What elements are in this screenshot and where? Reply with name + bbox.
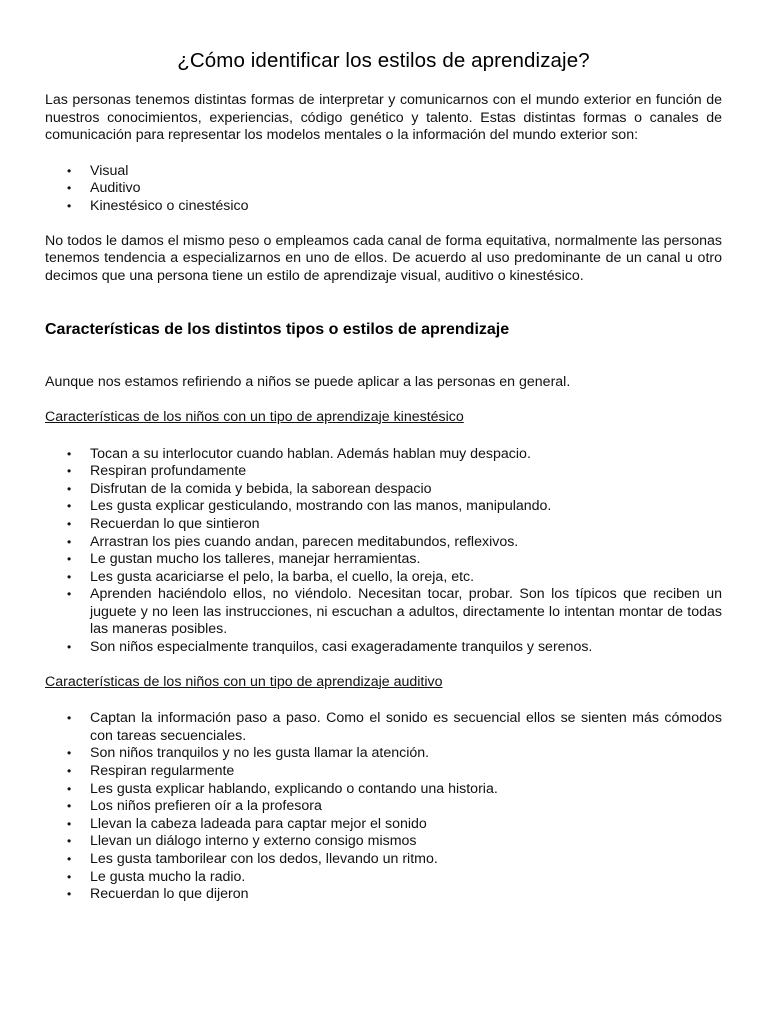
list-item: • Les gusta tamborilear con los dedos, llevando un ritmo. xyxy=(90,851,722,869)
list-item: • Tocan a su interlocutor cuando hablan. Además hablan muy despacio. xyxy=(90,446,722,464)
list-item: • Le gustan mucho los talleres, manejar herramientas. xyxy=(90,551,722,569)
auditory-heading: Características de los niños con un tipo de aprendizaje auditivo xyxy=(45,673,443,690)
list-item: • Aprenden haciéndolo ellos, no viéndolo. Necesitan tocar, probar. Son los típicos que reciben un juguete y no leen las instrucciones, ni escuchan a adultos, directamente lo intentan montar de todas las maneras posibles. xyxy=(90,586,722,639)
list-item: • Arrastran los pies cuando andan, parecen meditabundos, reflexivos. xyxy=(90,534,722,552)
intro-paragraph: Las personas tenemos distintas formas de interpretar y comunicarnos con el mundo exterior en función de nuestros conocimientos, experiencias, código genético y talento. Estas distintas formas o canales de comunicación para representar los modelos mentales o la información del mundo exterior son: xyxy=(45,92,722,144)
section-heading: Características de los distintos tipos o estilos de aprendizaje xyxy=(45,321,510,339)
list-item: • Auditivo xyxy=(90,180,722,198)
list-item: • Recuerdan lo que dijeron xyxy=(90,886,722,904)
list-item: • Visual xyxy=(90,163,722,181)
kinesthetic-list xyxy=(45,446,722,657)
list-item: • Llevan la cabeza ladeada para captar mejor el sonido xyxy=(90,816,722,834)
list-item: • Les gusta explicar gesticulando, mostrando con las manos, manipulando. xyxy=(90,498,722,516)
list-item: • Recuerdan lo que sintieron xyxy=(90,516,722,534)
list-item: • Les gusta acariciarse el pelo, la barba, el cuello, la oreja, etc. xyxy=(90,569,722,587)
list-item: • Son niños especialmente tranquilos, casi exageradamente tranquilos y serenos. xyxy=(90,639,722,657)
list-item: • Respiran regularmente xyxy=(90,763,722,781)
paragraph-2: No todos le damos el mismo peso o empleamos cada canal de forma equitativa, normalmente las personas tenemos tendencia a especializarnos en uno de ellos. De acuerdo al uso predominante de un canal u otro decimos que una persona tiene un estilo de aprendizaje visual, auditivo o kinestésico. xyxy=(45,232,722,284)
list-item: • Kinestésico o cinestésico xyxy=(90,198,722,216)
page-title: ¿Cómo identificar los estilos de aprendizaje? xyxy=(177,49,590,72)
note-paragraph: Aunque nos estamos refiriendo a niños se puede aplicar a las personas en general. xyxy=(45,374,571,391)
channels-list xyxy=(45,163,722,216)
list-item: • Respiran profundamente xyxy=(90,463,722,481)
list-item: • Son niños tranquilos y no les gusta llamar la atención. xyxy=(90,745,722,763)
auditory-list xyxy=(45,710,722,904)
list-item: • Los niños prefieren oír a la profesora xyxy=(90,798,722,816)
list-item: • Captan la información paso a paso. Como el sonido es secuencial ellos se sienten más cómodos con tareas secuenciales. xyxy=(90,710,722,745)
list-item: • Llevan un diálogo interno y externo consigo mismos xyxy=(90,833,722,851)
list-item: • Disfrutan de la comida y bebida, la saborean despacio xyxy=(90,481,722,499)
list-item: • Le gusta mucho la radio. xyxy=(90,869,722,887)
list-item: • Les gusta explicar hablando, explicando o contando una historia. xyxy=(90,781,722,799)
kinesthetic-heading: Características de los niños con un tipo de aprendizaje kinestésico xyxy=(45,408,464,425)
